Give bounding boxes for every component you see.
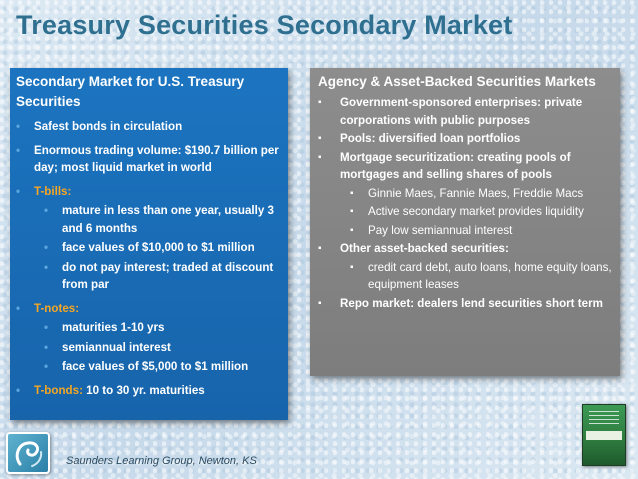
- bullet-icon: •: [44, 321, 49, 334]
- bullet-icon: •: [16, 120, 21, 133]
- square-bullet-icon: ▪: [350, 224, 354, 236]
- list-item: [318, 130, 614, 148]
- sub-list-item-text: credit card debt, auto loans, home equity loans, equipment leases: [368, 260, 612, 291]
- bullet-icon: •: [44, 360, 49, 373]
- list-item-tbonds: [16, 382, 280, 400]
- list-item: [318, 240, 614, 258]
- list-item-text: Pools: diversified loan portfolios: [340, 132, 521, 145]
- bullet-icon: •: [16, 143, 21, 157]
- treasury-secondary-market-panel: [10, 68, 288, 420]
- sub-list-item-text: semiannual interest: [62, 340, 171, 354]
- sub-list-item: [16, 239, 280, 257]
- sub-list-item: [16, 202, 280, 237]
- list-item: [16, 118, 280, 136]
- list-item-text: Repo market: dealers lend securities short term: [340, 296, 603, 310]
- square-bullet-icon: ▪: [318, 151, 322, 163]
- square-bullet-icon: ▪: [318, 297, 322, 309]
- bullet-icon: •: [44, 340, 49, 354]
- sub-list-item-text: Ginnie Maes, Fannie Maes, Freddie Macs: [368, 186, 584, 200]
- bullet-icon: •: [44, 260, 49, 274]
- bullet-icon: •: [44, 204, 49, 217]
- sub-list-item: [16, 358, 280, 376]
- publisher-logo-icon: [6, 432, 50, 474]
- book-title-band: [586, 431, 622, 440]
- square-bullet-icon: ▪: [350, 206, 354, 217]
- sub-list-item-text: Pay low semiannual interest: [368, 223, 513, 237]
- sub-list-item-text: do not pay interest; traded at discount from par: [62, 260, 274, 291]
- tnotes-label: T-notes:: [34, 301, 80, 315]
- sub-list-item: [318, 203, 614, 221]
- agency-asset-backed-panel: [310, 68, 620, 376]
- list-item: [16, 142, 280, 177]
- sub-list-item: [16, 319, 280, 337]
- square-bullet-icon: ▪: [318, 133, 322, 144]
- list-item: [318, 149, 614, 184]
- square-bullet-icon: ▪: [318, 243, 322, 254]
- square-bullet-icon: ▪: [318, 97, 322, 108]
- sub-list-item: [318, 185, 614, 203]
- list-item-tbills: [16, 183, 280, 201]
- list-item-tnotes: [16, 300, 280, 318]
- list-item-text: Government-sponsored enterprises: private corporations with public purposes: [340, 96, 583, 127]
- logo-swirl-icon: [8, 434, 48, 472]
- sub-list-item-text: face values of $10,000 to $1 million: [62, 241, 255, 254]
- tbonds-text: 10 to 30 yr. maturities: [82, 383, 205, 397]
- tbonds-label: T-bonds:: [34, 383, 83, 397]
- list-item-text: Safest bonds in circulation: [34, 120, 183, 133]
- sub-list-item: [16, 339, 280, 357]
- bullet-icon: •: [44, 241, 49, 254]
- sub-list-item: [318, 259, 614, 294]
- sub-list-item-text: maturities 1-10 yrs: [62, 321, 165, 334]
- tbills-label: T-bills:: [34, 184, 72, 198]
- sub-list-item-text: Active secondary market provides liquidity: [368, 205, 584, 218]
- bullet-icon: •: [16, 184, 21, 198]
- list-item-text: Other asset-backed securities:: [340, 242, 509, 255]
- right-panel-heading: Agency & Asset-Backed Securities Markets: [318, 74, 596, 89]
- sub-list-item: [16, 259, 280, 294]
- book-cover-icon: [582, 404, 626, 466]
- book-title-lines: [589, 411, 619, 425]
- sub-list-item-text: mature in less than one year, usually 3 and 6 months: [62, 204, 274, 235]
- sub-list-item-text: face values of $5,000 to $1 million: [62, 360, 249, 373]
- list-item: [318, 94, 614, 129]
- slide-title: Treasury Securities Secondary Market: [16, 10, 513, 40]
- bullet-icon: •: [16, 301, 21, 315]
- list-item-text: Mortgage securitization: creating pools of mortgages and selling shares of pools: [340, 150, 571, 181]
- square-bullet-icon: ▪: [350, 261, 354, 273]
- sub-list-item: [318, 222, 614, 240]
- bullet-icon: •: [16, 383, 21, 397]
- list-item: [318, 295, 614, 313]
- list-item-text: Enormous trading volume: $190.7 billion per day; most liquid market in world: [34, 143, 279, 174]
- square-bullet-icon: ▪: [350, 187, 354, 199]
- left-panel-heading: Secondary Market for U.S. Treasury Securities: [16, 74, 245, 109]
- footer-credit: Saunders Learning Group, Newton, KS: [66, 455, 257, 467]
